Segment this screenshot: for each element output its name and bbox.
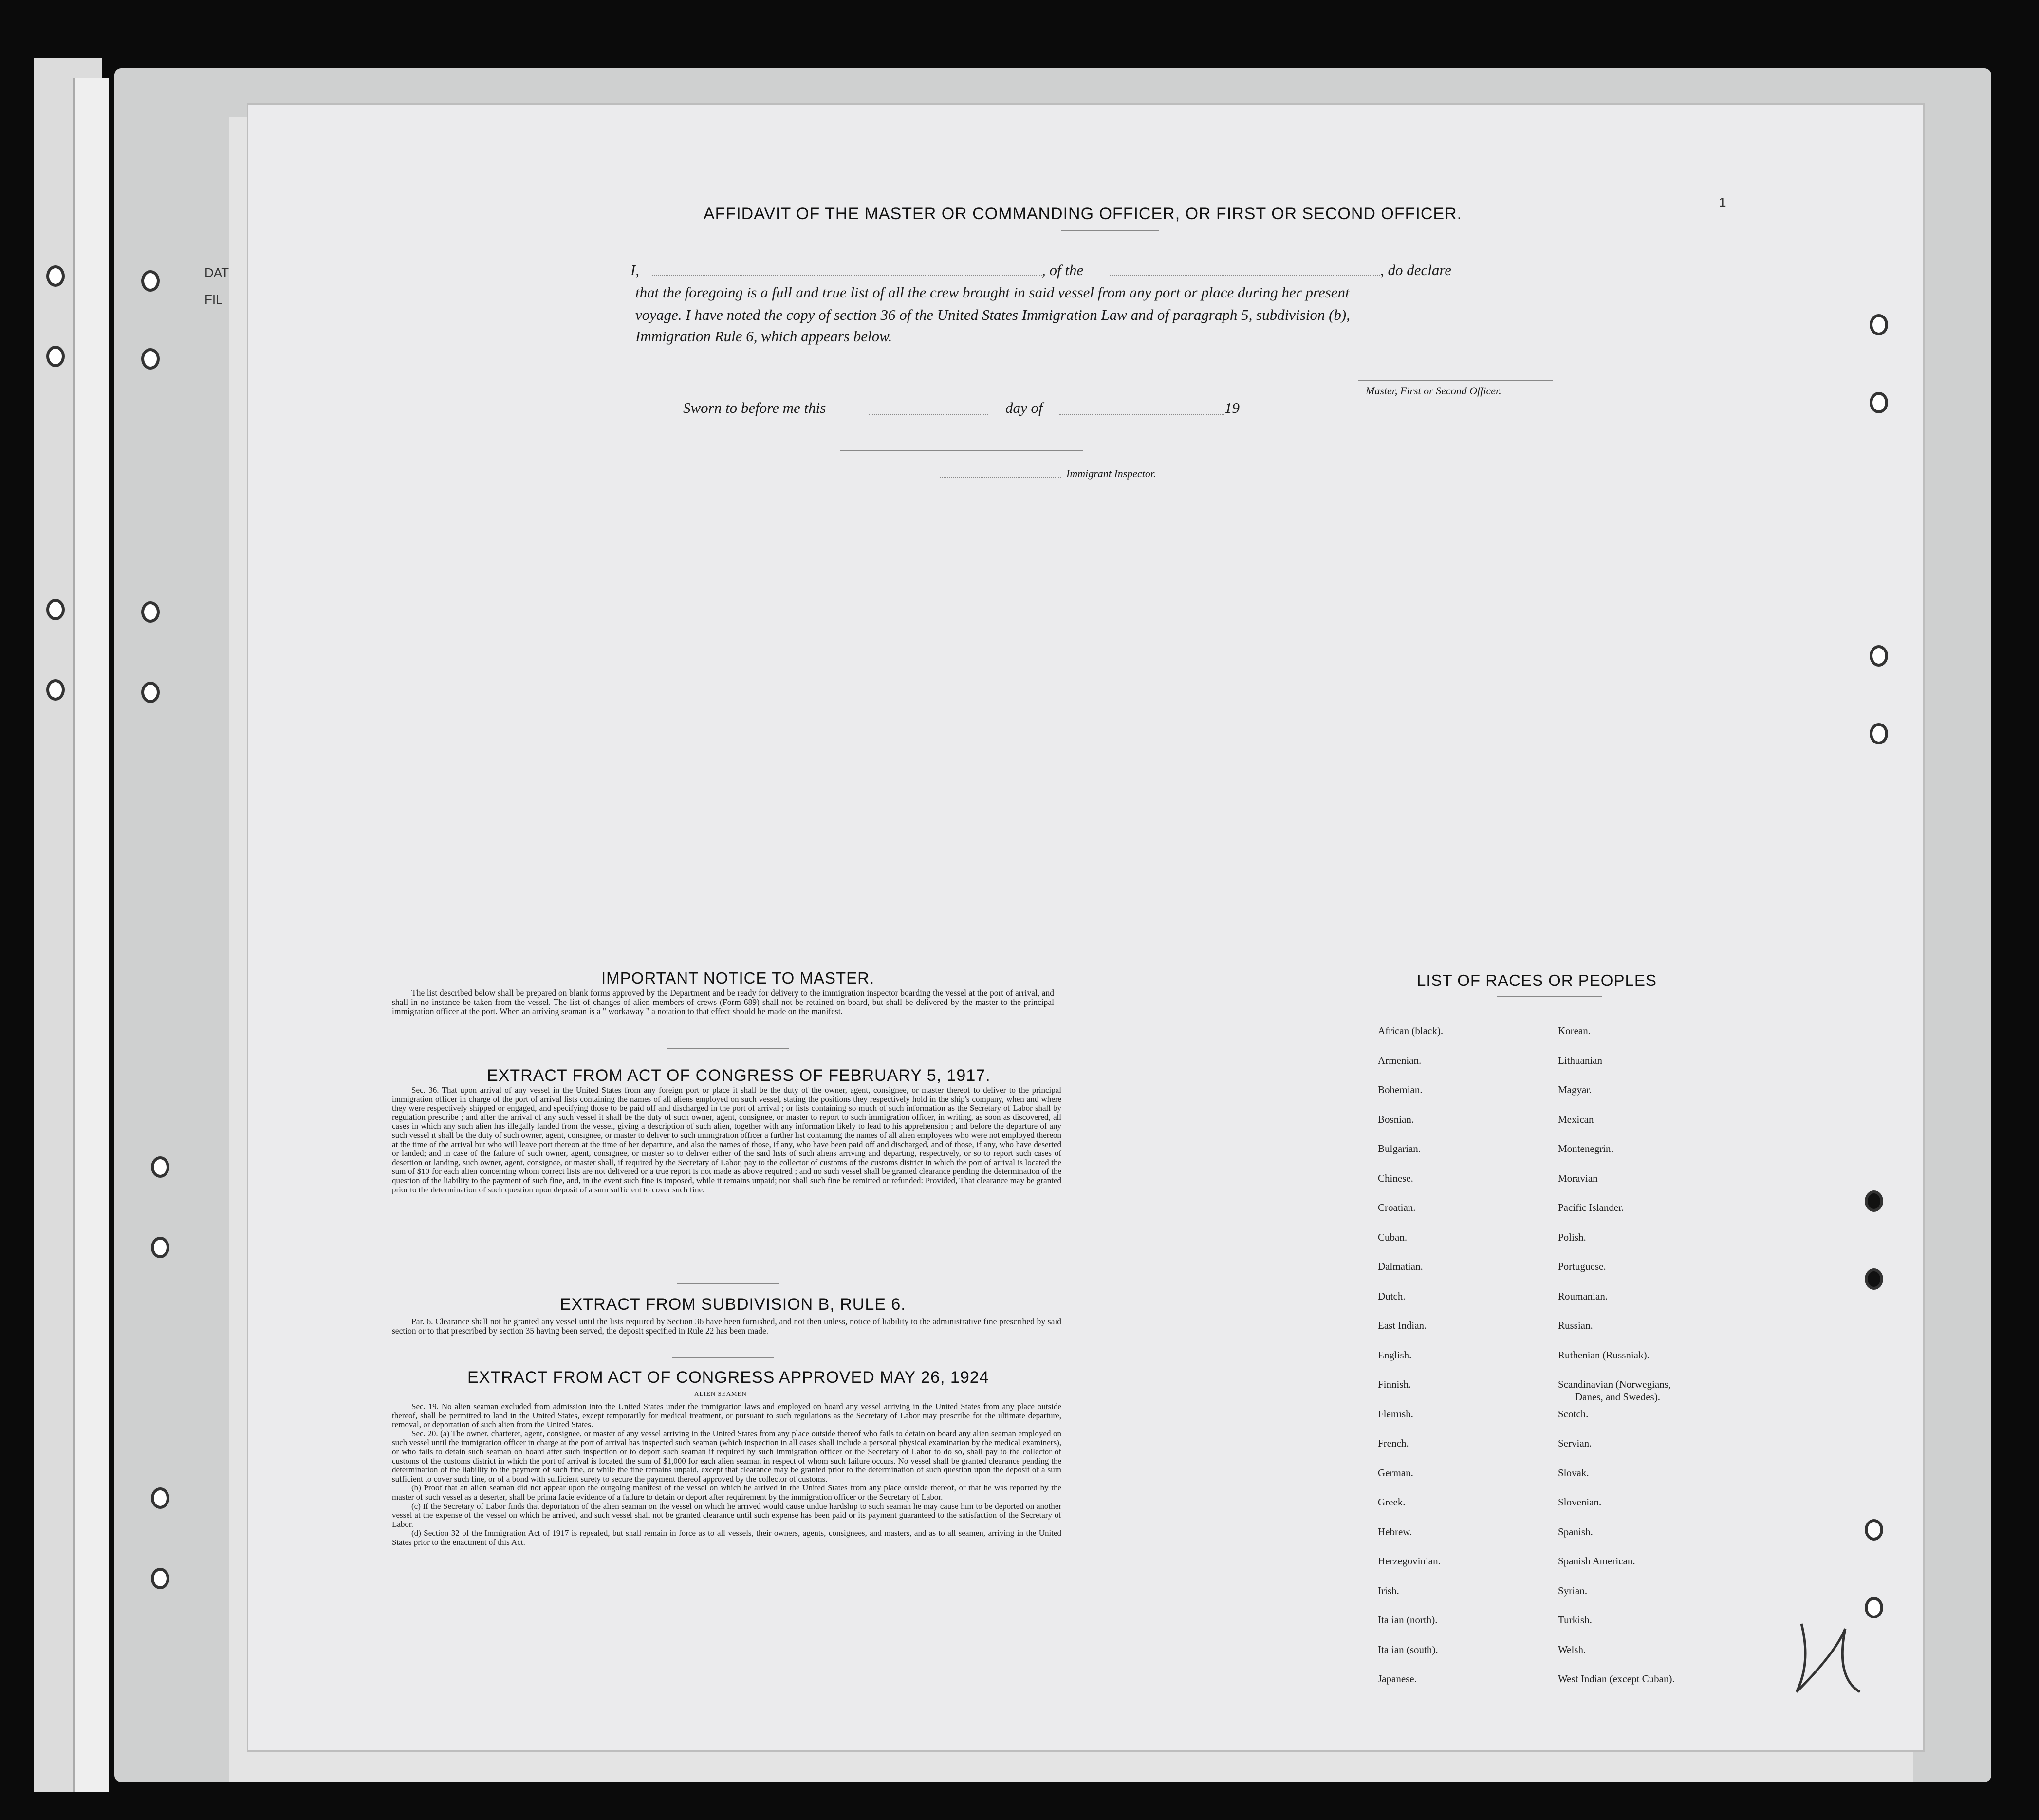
extract-1924-subtitle: ALIEN SEAMEN	[694, 1390, 747, 1397]
race-item: Welsh.	[1558, 1643, 1586, 1655]
punch-hole	[151, 1156, 169, 1178]
race-item: Roumanian.	[1558, 1290, 1608, 1302]
race-item: Scotch.	[1558, 1408, 1589, 1420]
race-item: Irish.	[1378, 1584, 1399, 1597]
race-item: Bulgarian.	[1378, 1143, 1421, 1154]
race-item: Croatian.	[1378, 1202, 1416, 1213]
race-item: Flemish.	[1378, 1408, 1413, 1420]
race-item: Bohemian.	[1378, 1084, 1423, 1096]
race-item: Ruthenian (Russniak).	[1558, 1349, 1650, 1361]
punch-hole	[1870, 723, 1888, 744]
race-item: Moravian	[1558, 1172, 1598, 1184]
races-rule	[1497, 996, 1602, 997]
extract-rule6-title: EXTRACT FROM SUBDIVISION B, RULE 6.	[560, 1295, 906, 1314]
race-item: Russian.	[1558, 1319, 1593, 1331]
section-rule	[667, 1048, 789, 1049]
notice-text: The list described below shall be prepared on blank forms approved by the Department and be ready for delivery to the immigration inspector boarding the vessel at the port of arrival, and shall in no instance be taken from the vessel. The list of changes of alien members of crews (Form 689) shall not be retained on board, but shall be delivered by the master to the principal immigration officer at the port. When an arriving seaman is a " workaway " a notation to that effect should be made on the manifest.	[392, 988, 1054, 1016]
punch-hole	[141, 682, 160, 703]
race-item: African (black).	[1378, 1025, 1444, 1037]
punch-hole	[141, 348, 160, 370]
race-item: Slovenian.	[1558, 1496, 1602, 1508]
punch-hole	[1865, 1268, 1883, 1290]
race-item: Spanish.	[1558, 1525, 1593, 1538]
margin-mark-fil: FIL	[204, 292, 223, 307]
inspector-signature-line[interactable]	[840, 450, 1083, 451]
race-item: Syrian.	[1558, 1584, 1588, 1597]
race-item: Armenian.	[1378, 1054, 1422, 1066]
inspector-field[interactable]	[940, 477, 1061, 478]
extract-1924-sec20a: Sec. 20. (a) The owner, charterer, agent, consignee, or master of any vessel arriving in the United States from any place outside thereof who fails to detain on board any alien seaman employed on such vessel until the immigration officer in charge at the port of arrival has inspected such seaman (which inspection in all cases shall include a personal physical examination by the medical examiners), or who fails to detain such seaman on board after such inspection or to deport such seaman if required by such immigration officer or the Secretary of Labor to do so, shall pay to the collector of customs of the customs district in which the port of arrival is located the sum of $1,000 for each alien seaman in respect of whom such failure occurs. No vessel shall be granted clearance pending the determination of the liability to the payment of such fine, or while the fine remains unpaid, except that clearance may be granted prior to the determination of such question upon the deposit of a sum sufficient to cover such fine, or of a bond with sufficient surety to secure the payment thereof approved by the collector of customs.	[392, 1429, 1061, 1484]
race-item: East Indian.	[1378, 1319, 1427, 1331]
notice-title: IMPORTANT NOTICE TO MASTER.	[601, 969, 875, 987]
race-item: Italian (south).	[1378, 1643, 1438, 1655]
extract-1917-title: EXTRACT FROM ACT OF CONGRESS OF FEBRUARY 5, 1917.	[487, 1066, 991, 1085]
race-item: Danes, and Swedes).	[1575, 1391, 1660, 1403]
race-item: English.	[1378, 1349, 1412, 1361]
extract-1924-sec20c: (c) If the Secretary of Labor finds that deportation of the alien seaman on the vessel on which he arrived would cause undue hardship to such seaman he may cause him to be deported on another vessel at the expense of the vessel on which he arrived, and such vessel shall not be granted clearance until such expense has been paid or its payment guaranteed to the satisfaction of the Secretary of Labor.	[392, 1501, 1061, 1529]
race-item: Japanese.	[1378, 1673, 1417, 1685]
affidavit-line-4: Immigration Rule 6, which appears below.	[635, 328, 892, 345]
punch-hole	[46, 679, 65, 701]
master-signature-label: Master, First or Second Officer.	[1366, 385, 1501, 397]
punch-hole	[46, 599, 65, 620]
punch-hole	[1870, 314, 1888, 335]
extract-rule6-text: Par. 6. Clearance shall not be granted any vessel until the lists required by Section 36 have been furnished, and not then unless, notice of liability to the administrative fine prescribed by said section or to that prescribed by section 35 having been served, the deposit specified in Rule 22 has been made.	[392, 1317, 1061, 1336]
punch-hole	[1870, 392, 1888, 413]
punch-hole	[1870, 645, 1888, 667]
year-label: 19	[1224, 399, 1240, 416]
punch-hole	[1865, 1519, 1883, 1541]
race-item: Hebrew.	[1378, 1525, 1412, 1538]
handwritten-mark	[1782, 1565, 1889, 1711]
sworn-day-field[interactable]	[869, 414, 988, 415]
master-signature-line[interactable]	[1358, 380, 1553, 381]
punch-hole	[151, 1568, 169, 1589]
affidavit-line-2: that the foregoing is a full and true list of all the crew brought in said vessel from any port or place during her present	[635, 284, 1350, 301]
sworn-label: Sworn to before me this	[683, 399, 826, 416]
extract-1924-sec20b: (b) Proof that an alien seaman did not appear upon the outgoing manifest of the vessel on which he arrived in the United States from any place outside thereof, or that he was reported by the master of such vessel as a deserter, shall be prima facie evidence of a failure to detain or deport after requirement by the immigration officer or the Secretary of Labor.	[392, 1483, 1061, 1502]
extract-1924-title: EXTRACT FROM ACT OF CONGRESS APPROVED MAY 26, 1924	[467, 1368, 989, 1387]
race-item: Servian.	[1558, 1437, 1592, 1449]
race-item: Mexican	[1558, 1113, 1594, 1125]
master-name-field[interactable]	[652, 275, 1042, 276]
punch-hole	[46, 346, 65, 367]
race-item: Turkish.	[1558, 1614, 1592, 1626]
extract-1924-sec19: Sec. 19. No alien seaman excluded from admission into the United States under the immigration laws and employed on board any vessel arriving in the United States from any place outside thereof, shall be permitted to land in the United States, except temporarily for medical treatment, or pursuant to such regulations as the Secretary of Labor may prescribe for the ultimate departure, removal, or deportation of such alien from the United States.	[392, 1402, 1061, 1430]
race-item: Portuguese.	[1558, 1261, 1606, 1272]
race-item: Scandinavian (Norwegians,	[1558, 1378, 1671, 1390]
title-rule	[1061, 230, 1159, 231]
extract-1917-text: Sec. 36. That upon arrival of any vessel in the United States from any foreign port or place it shall be the duty of the owner, agent, consignee, or master thereof to deliver to the principal immigration officer in charge of the port of arrival lists containing the names of all aliens employed on such vessel, stating the positions they respectively hold in the ship's company, when and where they were respectively shipped or engaged, and specifying those to be paid off and discharged in the port of arrival ; or lists containing so much of such information as the Secretary of Labor shall by regulation prescribe ; and after the arrival of any such vessel it shall be the duty of such owner, agent, consignee, or master to report to such immigration officer, in writing, as soon as discovered, all cases in which any such alien has illegally landed from the vessel, giving a description of such alien, together with any information likely to lead to his apprehension ; and before the departure of any such vessel it shall be the duty of such owner, agent, consignee, or master to deliver to such immigration officer a further list containing the names of all alien employees who were not employed thereon at the time of the arrival but who will leave port thereon at the time of her departure, and also the names of those, if any, who have been paid off and discharged, and of those, if any, who have deserted or landed; and in case of the failure of such owner, agent, consignee, or master so to deliver either of the said lists of such aliens arriving and departing, respectively, or so to report such cases of desertion or landing, such owner, agent, consignee, or master shall, if required by the Secretary of Labor, pay to the collector of customs of the customs district in which the port of arrival is located the sum of $10 for each alien concerning whom correct lists are not delivered or a true report is not made as above required ; and no such vessel shall be granted clearance pending the determination of the question of the liability to the payment of such fine, and, in the event such fine is imposed, while it remains unpaid; nor shall such fine be remitted or refunded: Provided, That clearance may be granted prior to the determination of such question upon deposit of a sum sufficient to cover such fine.	[392, 1085, 1061, 1194]
binder-strip-edge	[73, 78, 109, 1792]
race-item: Bosnian.	[1378, 1113, 1414, 1125]
affidavit-page	[248, 105, 1923, 1750]
section-rule	[672, 1357, 774, 1358]
section-rule	[677, 1283, 779, 1284]
race-item: Finnish.	[1378, 1378, 1411, 1390]
affidavit-of-the: , of the	[1042, 261, 1084, 279]
race-item: French.	[1378, 1437, 1409, 1449]
race-item: Greek.	[1378, 1496, 1406, 1508]
race-item: Polish.	[1558, 1231, 1586, 1243]
race-item: Pacific Islander.	[1558, 1202, 1624, 1213]
races-title: LIST OF RACES OR PEOPLES	[1417, 971, 1657, 989]
vessel-name-field[interactable]	[1110, 275, 1380, 276]
inspector-label: Immigrant Inspector.	[1066, 467, 1156, 480]
race-item: Dutch.	[1378, 1290, 1406, 1302]
affidavit-title: AFFIDAVIT OF THE MASTER OR COMMANDING OFFICER, OR FIRST OR SECOND OFFICER.	[704, 204, 1463, 223]
race-item: Herzegovinian.	[1378, 1555, 1441, 1567]
punch-hole	[141, 601, 160, 623]
race-item: Cuban.	[1378, 1231, 1408, 1243]
punch-hole	[141, 270, 160, 292]
race-item: German.	[1378, 1467, 1413, 1479]
affidavit-line-3: voyage. I have noted the copy of section 36 of the United States Immigration Law and of paragraph 5, subdivision (b),	[635, 306, 1350, 323]
affidavit-do-declare: , do declare	[1380, 261, 1452, 279]
punch-hole	[1865, 1190, 1883, 1212]
extract-1924-text	[392, 1402, 1061, 1547]
race-item: Italian (north).	[1378, 1614, 1438, 1626]
race-item: Chinese.	[1378, 1172, 1413, 1184]
race-item: Magyar.	[1558, 1084, 1592, 1096]
page-mark: 1	[1719, 195, 1726, 210]
affidavit-i-label: I,	[630, 261, 640, 279]
race-item: Spanish American.	[1558, 1555, 1635, 1567]
race-item: Dalmatian.	[1378, 1261, 1423, 1272]
margin-mark-dat: DAT	[204, 265, 229, 280]
punch-hole	[151, 1487, 169, 1509]
extract-1924-sec20d: (d) Section 32 of the Immigration Act of 1917 is repealed, but shall remain in force as to all vessels, their owners, agents, consignees, and masters, and as to all seamen, arriving in the United States prior to the enactment of this Act.	[392, 1528, 1061, 1547]
punch-hole	[151, 1237, 169, 1258]
punch-hole	[46, 265, 65, 287]
sworn-month-field[interactable]	[1059, 414, 1224, 415]
day-of-label: day of	[1005, 399, 1043, 416]
race-item: West Indian (except Cuban).	[1558, 1673, 1675, 1685]
race-item: Korean.	[1558, 1025, 1591, 1037]
race-item: Lithuanian	[1558, 1054, 1602, 1066]
race-item: Montenegrin.	[1558, 1143, 1613, 1154]
race-item: Slovak.	[1558, 1467, 1589, 1479]
